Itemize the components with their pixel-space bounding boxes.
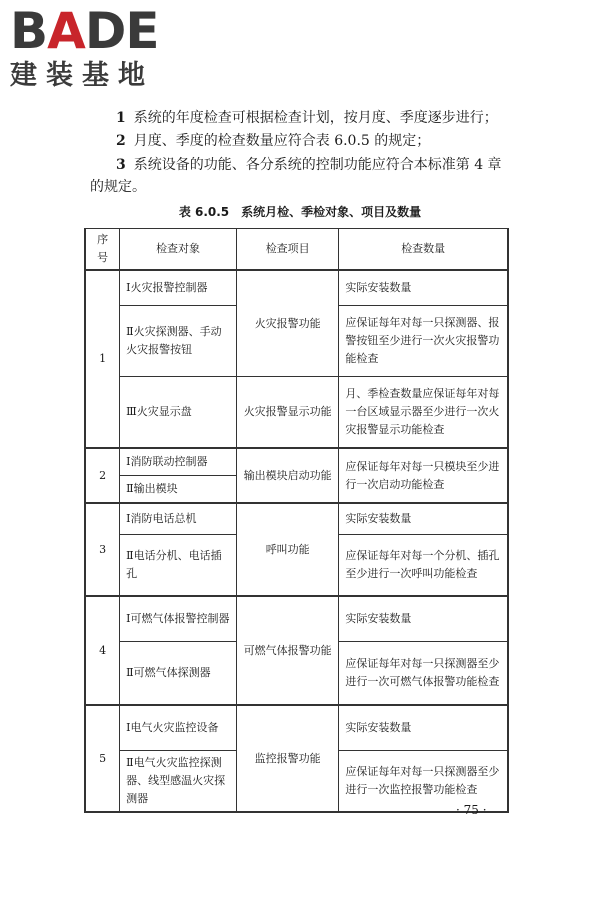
table-row <box>85 377 508 449</box>
item-cell: 监控报警功能 <box>237 705 339 812</box>
table-header-row <box>85 229 508 271</box>
quantity-cell: 应保证每年对每一只探测器、报警按钮至少进行一次火灾报警功能检查 <box>339 306 508 377</box>
quantity-cell: 应保证每年对每一只探测器至少进行一次可燃气体报警功能检查 <box>339 642 508 706</box>
quantity-cell: 应保证每年对每一只探测器至少进行一次监控报警功能检查 <box>339 751 508 813</box>
object-cell: Ⅰ电气火灾监控设备 <box>120 705 237 751</box>
logo-wordmark: BADE <box>10 2 159 60</box>
seq-cell: 2 <box>85 448 120 503</box>
header-object: 检查对象 <box>120 229 237 271</box>
seq-cell: 4 <box>85 596 120 705</box>
quantity-cell: 应保证每年对每一个分机、插孔至少进行一次呼叫功能检查 <box>339 535 508 597</box>
object-cell: Ⅱ电话分机、电话插孔 <box>120 535 237 597</box>
object-cell: Ⅰ消防电话总机 <box>120 503 237 535</box>
page-number: · 75 · <box>456 803 487 817</box>
object-cell: Ⅱ可燃气体探测器 <box>120 642 237 706</box>
quantity-cell: 应保证每年对每一只模块至少进行一次启动功能检查 <box>339 448 508 503</box>
table-row <box>85 705 508 751</box>
table-row <box>85 270 508 306</box>
seq-cell: 1 <box>85 270 120 448</box>
paragraph-3: 3 系统设备的功能、各分系统的控制功能应符合本标准第 4 章的规定。 <box>90 157 502 195</box>
bade-logo <box>10 4 180 92</box>
seq-cell: 3 <box>85 503 120 596</box>
header-seq: 序号 <box>85 229 120 271</box>
paragraph-1: 1 系统的年度检查可根据检查计划，按月度、季度逐步进行； <box>116 110 498 126</box>
item-cell: 火灾报警功能 <box>237 270 339 377</box>
item-cell: 输出模块启动功能 <box>237 448 339 503</box>
seq-cell: 5 <box>85 705 120 812</box>
object-cell: Ⅱ火灾探测器、手动火灾报警按钮 <box>120 306 237 377</box>
table-row <box>85 448 508 476</box>
quantity-cell: 实际安装数量 <box>339 270 508 306</box>
quantity-cell: 实际安装数量 <box>339 503 508 535</box>
object-cell: Ⅰ火灾报警控制器 <box>120 270 237 306</box>
quantity-cell: 月、季检查数量应保证每年对每一台区域显示器至少进行一次火灾报警显示功能检查 <box>339 377 508 449</box>
table-row <box>85 596 508 642</box>
object-cell: Ⅱ电气火灾监控探测器、线型感温火灾探测器 <box>120 751 237 813</box>
object-cell: Ⅰ可燃气体报警控制器 <box>120 596 237 642</box>
table-title: 表 6.0.5 系统月检、季检对象、项目及数量 <box>178 205 422 219</box>
item-cell: 火灾报警显示功能 <box>237 377 339 449</box>
object-cell: Ⅲ火灾显示盘 <box>120 377 237 449</box>
item-cell: 可燃气体报警功能 <box>237 596 339 705</box>
item-cell: 呼叫功能 <box>237 503 339 596</box>
header-quantity: 检查数量 <box>339 229 508 271</box>
quantity-cell: 实际安装数量 <box>339 596 508 642</box>
logo-subtitle: 建装基地 <box>10 60 154 91</box>
quantity-cell: 实际安装数量 <box>339 705 508 751</box>
object-cell: Ⅰ消防联动控制器 <box>120 448 237 476</box>
table-row <box>85 503 508 535</box>
paragraph-2: 2 月度、季度的检查数量应符合表 6.0.5 的规定； <box>116 133 431 149</box>
header-item: 检查项目 <box>237 229 339 271</box>
inspection-table <box>84 228 509 813</box>
object-cell: Ⅱ输出模块 <box>120 476 237 504</box>
